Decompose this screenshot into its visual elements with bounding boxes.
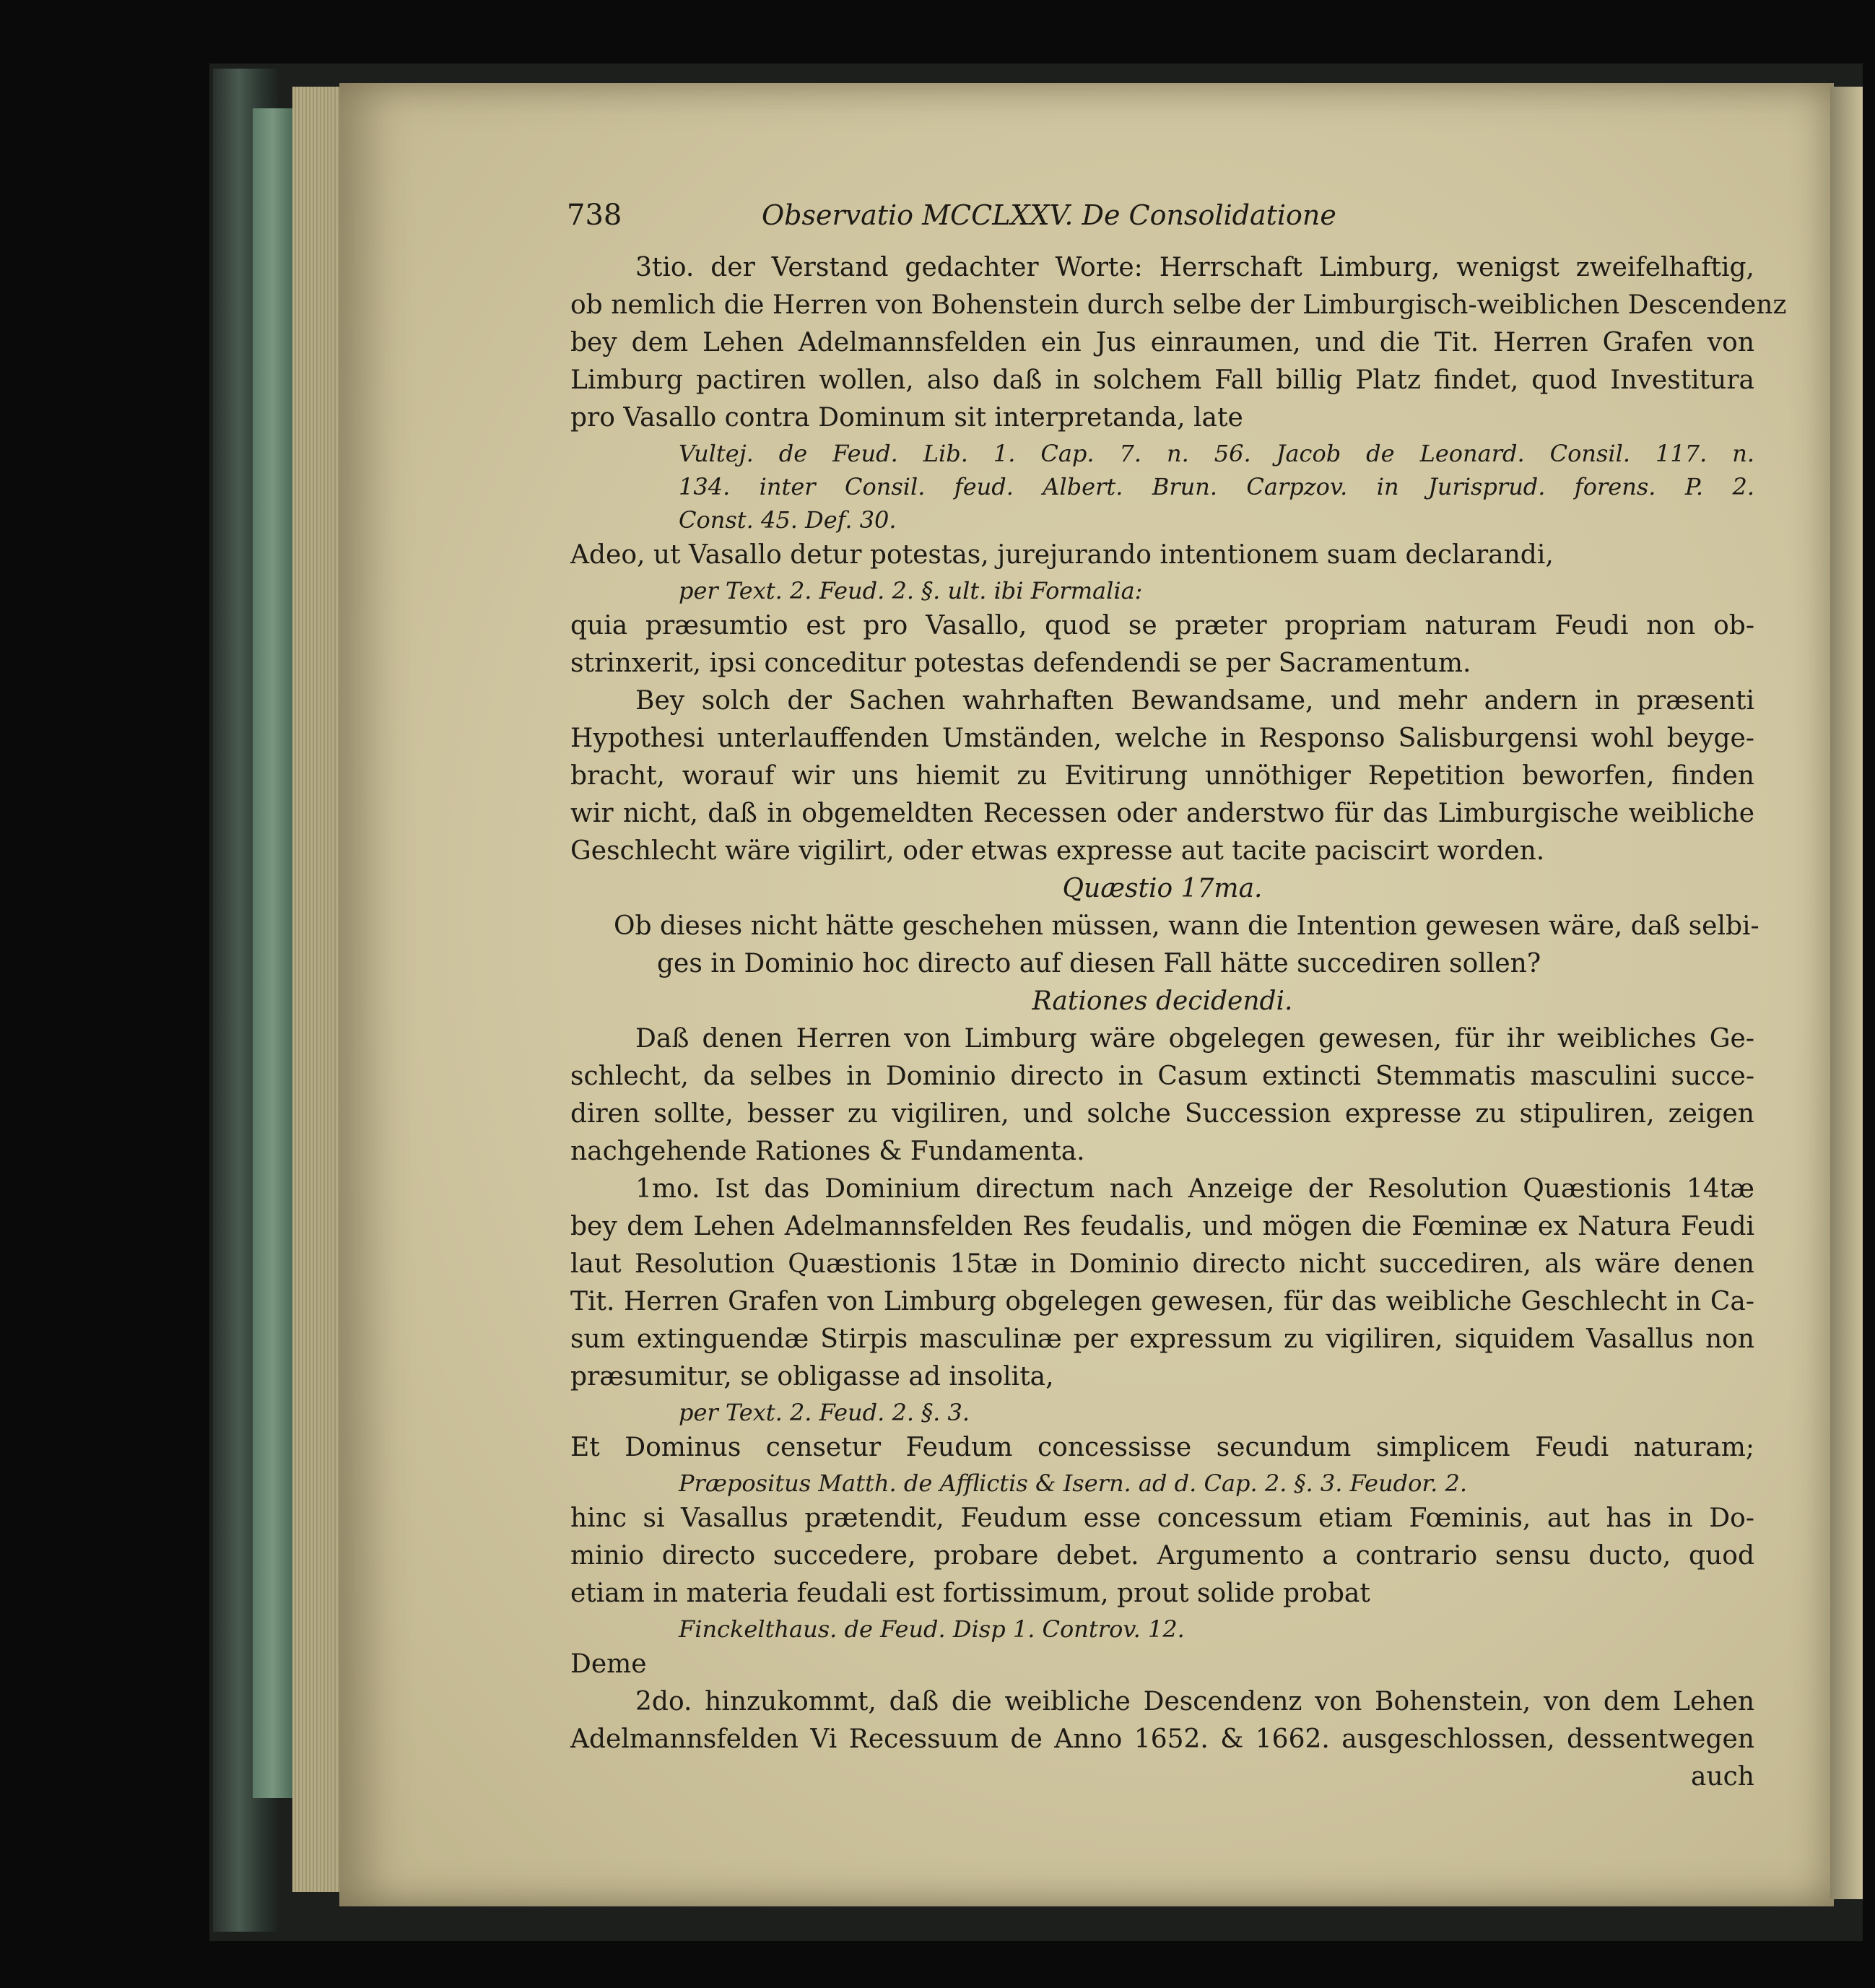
citation-line: per Text. 2. Feud. 2. §. 3. bbox=[679, 1399, 970, 1426]
text-line: Deme bbox=[570, 1649, 647, 1679]
question-line: Ob dieses nicht hätte geschehen müssen, wann die Intention gewesen wäre, daß selbi- bbox=[614, 911, 1759, 941]
text-line: minio directo succedere, probare debet. Argumento a contrario sensu ducto, quod bbox=[570, 1541, 1754, 1571]
text-line: Adelmannsfelden Vi Recessuum de Anno 1652. & 1662. ausgeschlossen, dessentwegen bbox=[570, 1724, 1754, 1754]
text-line: schlecht, da selbes in Dominio directo in Casum extincti Stemmatis masculini succe- bbox=[570, 1062, 1754, 1091]
citation-line: Const. 45. Def. 30. bbox=[679, 506, 897, 534]
text-line: 3tio. der Verstand gedachter Worte: Herrschaft Limburg, wenigst zweifelhaftig, bbox=[635, 253, 1754, 282]
text-line: laut Resolution Quæstionis 15tæ in Dominio directo nicht succediren, als wäre denen bbox=[570, 1249, 1754, 1279]
text-line: strinxerit, ipsi conceditur potestas defendendi se per Sacramentum. bbox=[570, 648, 1471, 678]
text-line: Limburg pactiren wollen, also daß in solchem Fall billig Platz findet, quod Investitura bbox=[570, 365, 1754, 395]
green-cover-edge bbox=[253, 108, 292, 1798]
text-line: quia præsumtio est pro Vasallo, quod se præter propriam naturam Feudi non ob- bbox=[570, 611, 1754, 641]
text-line: 1mo. Ist das Dominium directum nach Anzeige der Resolution Quæstionis 14tæ bbox=[635, 1174, 1754, 1204]
text-line: Et Dominus censetur Feudum concessisse secundum simplicem Feudi naturam; bbox=[570, 1433, 1754, 1462]
page-header bbox=[567, 199, 1754, 249]
text-line: Hypothesi unterlauffenden Umständen, welche in Responso Salisburgensi wohl beyge- bbox=[570, 724, 1754, 753]
text-line: bracht, worauf wir uns hiemit zu Evitirung unnöthiger Repetition beworfen, finden bbox=[570, 761, 1754, 791]
citation-line: 134. inter Consil. feud. Albert. Brun. Carpzov. in Jurisprud. forens. P. 2. bbox=[679, 473, 1754, 500]
text-line: hinc si Vasallus prætendit, Feudum esse concessum etiam Fœminis, aut has in Do- bbox=[570, 1503, 1754, 1533]
text-line: diren sollte, besser zu vigiliren, und solche Succession expresse zu stipuliren, zeigen bbox=[570, 1099, 1754, 1129]
catchword: auch bbox=[1691, 1762, 1754, 1792]
text-line: præsumitur, se obligasse ad insolita, bbox=[570, 1362, 1054, 1392]
page-number: 738 bbox=[567, 199, 622, 232]
question-line: ges in Dominio hoc directo auf diesen Fall hätte succediren sollen? bbox=[657, 949, 1541, 978]
text-line: nachgehende Rationes & Fundamenta. bbox=[570, 1137, 1085, 1166]
text-line: etiam in materia feudali est fortissimum, prout solide probat bbox=[570, 1579, 1370, 1608]
running-title: Observatio MCCLXXV. De Consolidatione bbox=[762, 199, 1336, 231]
text-line: Tit. Herren Grafen von Limburg obgelegen gewesen, für das weibliche Geschlecht in Ca- bbox=[570, 1287, 1754, 1316]
text-line: Bey solch der Sachen wahrhaften Bewandsame, und mehr andern in præsenti bbox=[635, 686, 1754, 716]
question-heading: Quæstio 17ma. bbox=[1062, 874, 1263, 903]
page-text bbox=[567, 199, 1787, 1796]
text-line: bey dem Lehen Adelmannsfelden Res feudalis, und mögen die Fœminæ ex Natura Feudi bbox=[570, 1212, 1754, 1241]
text-line: Daß denen Herren von Limburg wäre obgelegen gewesen, für ihr weibliches Ge- bbox=[635, 1024, 1754, 1054]
text-line: sum extinguendæ Stirpis masculinæ per expressum zu vigiliren, siquidem Vasallus non bbox=[570, 1324, 1754, 1354]
text-line: pro Vasallo contra Dominum sit interpretanda, late bbox=[570, 403, 1243, 433]
text-line: 2do. hinzukommt, daß die weibliche Descendenz von Bohenstein, von dem Lehen bbox=[635, 1687, 1754, 1716]
text-line: wir nicht, daß in obgemeldten Recessen oder anderstwo für das Limburgische weibliche bbox=[570, 799, 1754, 828]
text-line: ob nemlich die Herren von Bohenstein durch selbe der Limburgisch-weiblichen Descendenz bbox=[570, 290, 1787, 320]
citation-line: Præpositus Matth. de Afflictis & Isern. ad d. Cap. 2. §. 3. Feudor. 2. bbox=[679, 1470, 1467, 1497]
text-line: Geschlecht wäre vigilirt, oder etwas expresse aut tacite paciscirt worden. bbox=[570, 836, 1545, 866]
text-line: bey dem Lehen Adelmannsfelden ein Jus einraumen, und die Tit. Herren Grafen von bbox=[570, 328, 1754, 357]
citation-line: Finckelthaus. de Feud. Disp 1. Controv. 12. bbox=[679, 1615, 1185, 1643]
facing-page-edge bbox=[1830, 87, 1863, 1899]
text-line: Adeo, ut Vasallo detur potestas, jurejurando intentionem suam declarandi, bbox=[570, 540, 1554, 570]
section-heading: Rationes decidendi. bbox=[1032, 986, 1293, 1016]
citation-line: Vultej. de Feud. Lib. 1. Cap. 7. n. 56. Jacob de Leonard. Consil. 117. n. bbox=[679, 440, 1754, 467]
citation-line: per Text. 2. Feud. 2. §. ult. ibi Formalia: bbox=[679, 577, 1143, 604]
